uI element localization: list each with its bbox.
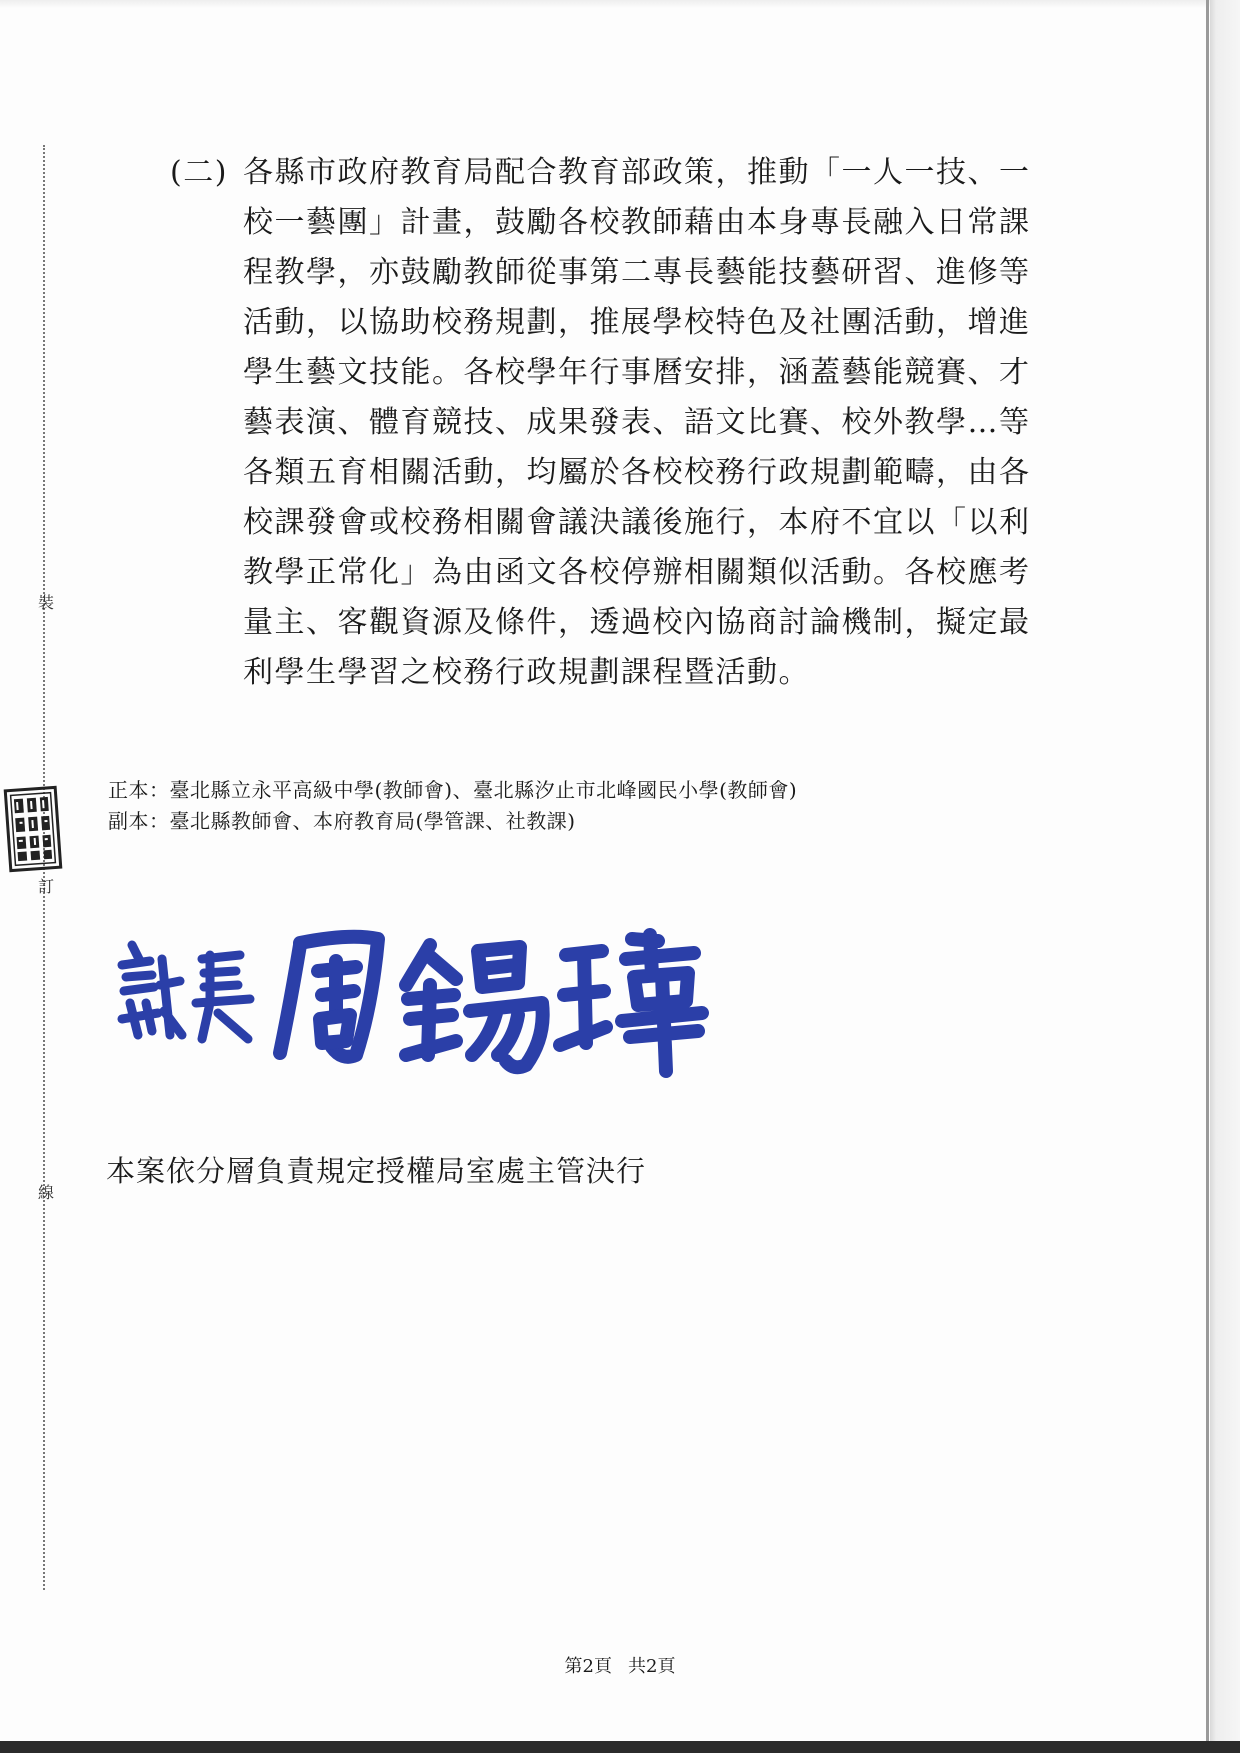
paragraph-line: 各類五育相關活動，均屬於各校校務行政規劃範疇，由各 xyxy=(243,455,1031,490)
scan-right-edge xyxy=(1210,0,1240,1753)
paragraph-line: 校課發會或校務相關會議決議後施行，本府不宜以「以利 xyxy=(243,505,1031,540)
binding-mark-zhuang: 裝 xyxy=(38,593,55,612)
scan-top-shadow xyxy=(0,0,1210,8)
original-recipients: 正本：臺北縣立永平高級中學(教師會)、臺北縣汐止市北峰國民小學(教師會) xyxy=(108,778,798,802)
paragraph-number: (二) xyxy=(170,155,228,190)
binding-mark-ding: 訂 xyxy=(38,877,55,896)
official-seal-stamp xyxy=(2,784,64,874)
paragraph-line: 活動，以協助校務規劃，推展學校特色及社團活動，增進 xyxy=(243,305,1031,340)
paragraph-line: 各縣市政府教育局配合教育部政策，推動「一人一技、一 xyxy=(243,155,1031,190)
total-pages: 共2頁 xyxy=(628,1656,676,1677)
page-number xyxy=(0,1652,1240,1678)
paragraph-line: 學生藝文技能。各校學年行事曆安排，涵蓋藝能競賽、才 xyxy=(243,355,1031,390)
paragraph-line: 藝表演、體育競技、成果發表、語文比賽、校外教學…等 xyxy=(243,405,1031,440)
paragraph-line: 教學正常化」為由函文各校停辦相關類似活動。各校應考 xyxy=(243,555,1031,590)
paragraph-line: 利學生學習之校務行政規劃課程暨活動。 xyxy=(243,655,810,690)
delegated-authority-note: 本案依分層負責規定授權局室處主管決行 xyxy=(106,1154,647,1188)
magistrate-signature-stamp xyxy=(110,915,770,1085)
paragraph-line: 量主、客觀資源及條件，透過校內協商討論機制，擬定最 xyxy=(243,605,1031,640)
scan-bottom-edge xyxy=(0,1741,1240,1753)
paragraph-line: 程教學，亦鼓勵教師從事第二專長藝能技藝研習、進修等 xyxy=(243,255,1031,290)
copy-recipients: 副本：臺北縣教師會、本府教育局(學管課、社教課) xyxy=(108,809,576,833)
paragraph-line: 校一藝團」計畫，鼓勵各校教師藉由本身專長融入日常課 xyxy=(243,205,1031,240)
current-page: 第2頁 xyxy=(564,1656,612,1677)
binding-mark-xian: 線 xyxy=(38,1183,55,1202)
scan-right-edge-line xyxy=(1206,0,1209,1753)
